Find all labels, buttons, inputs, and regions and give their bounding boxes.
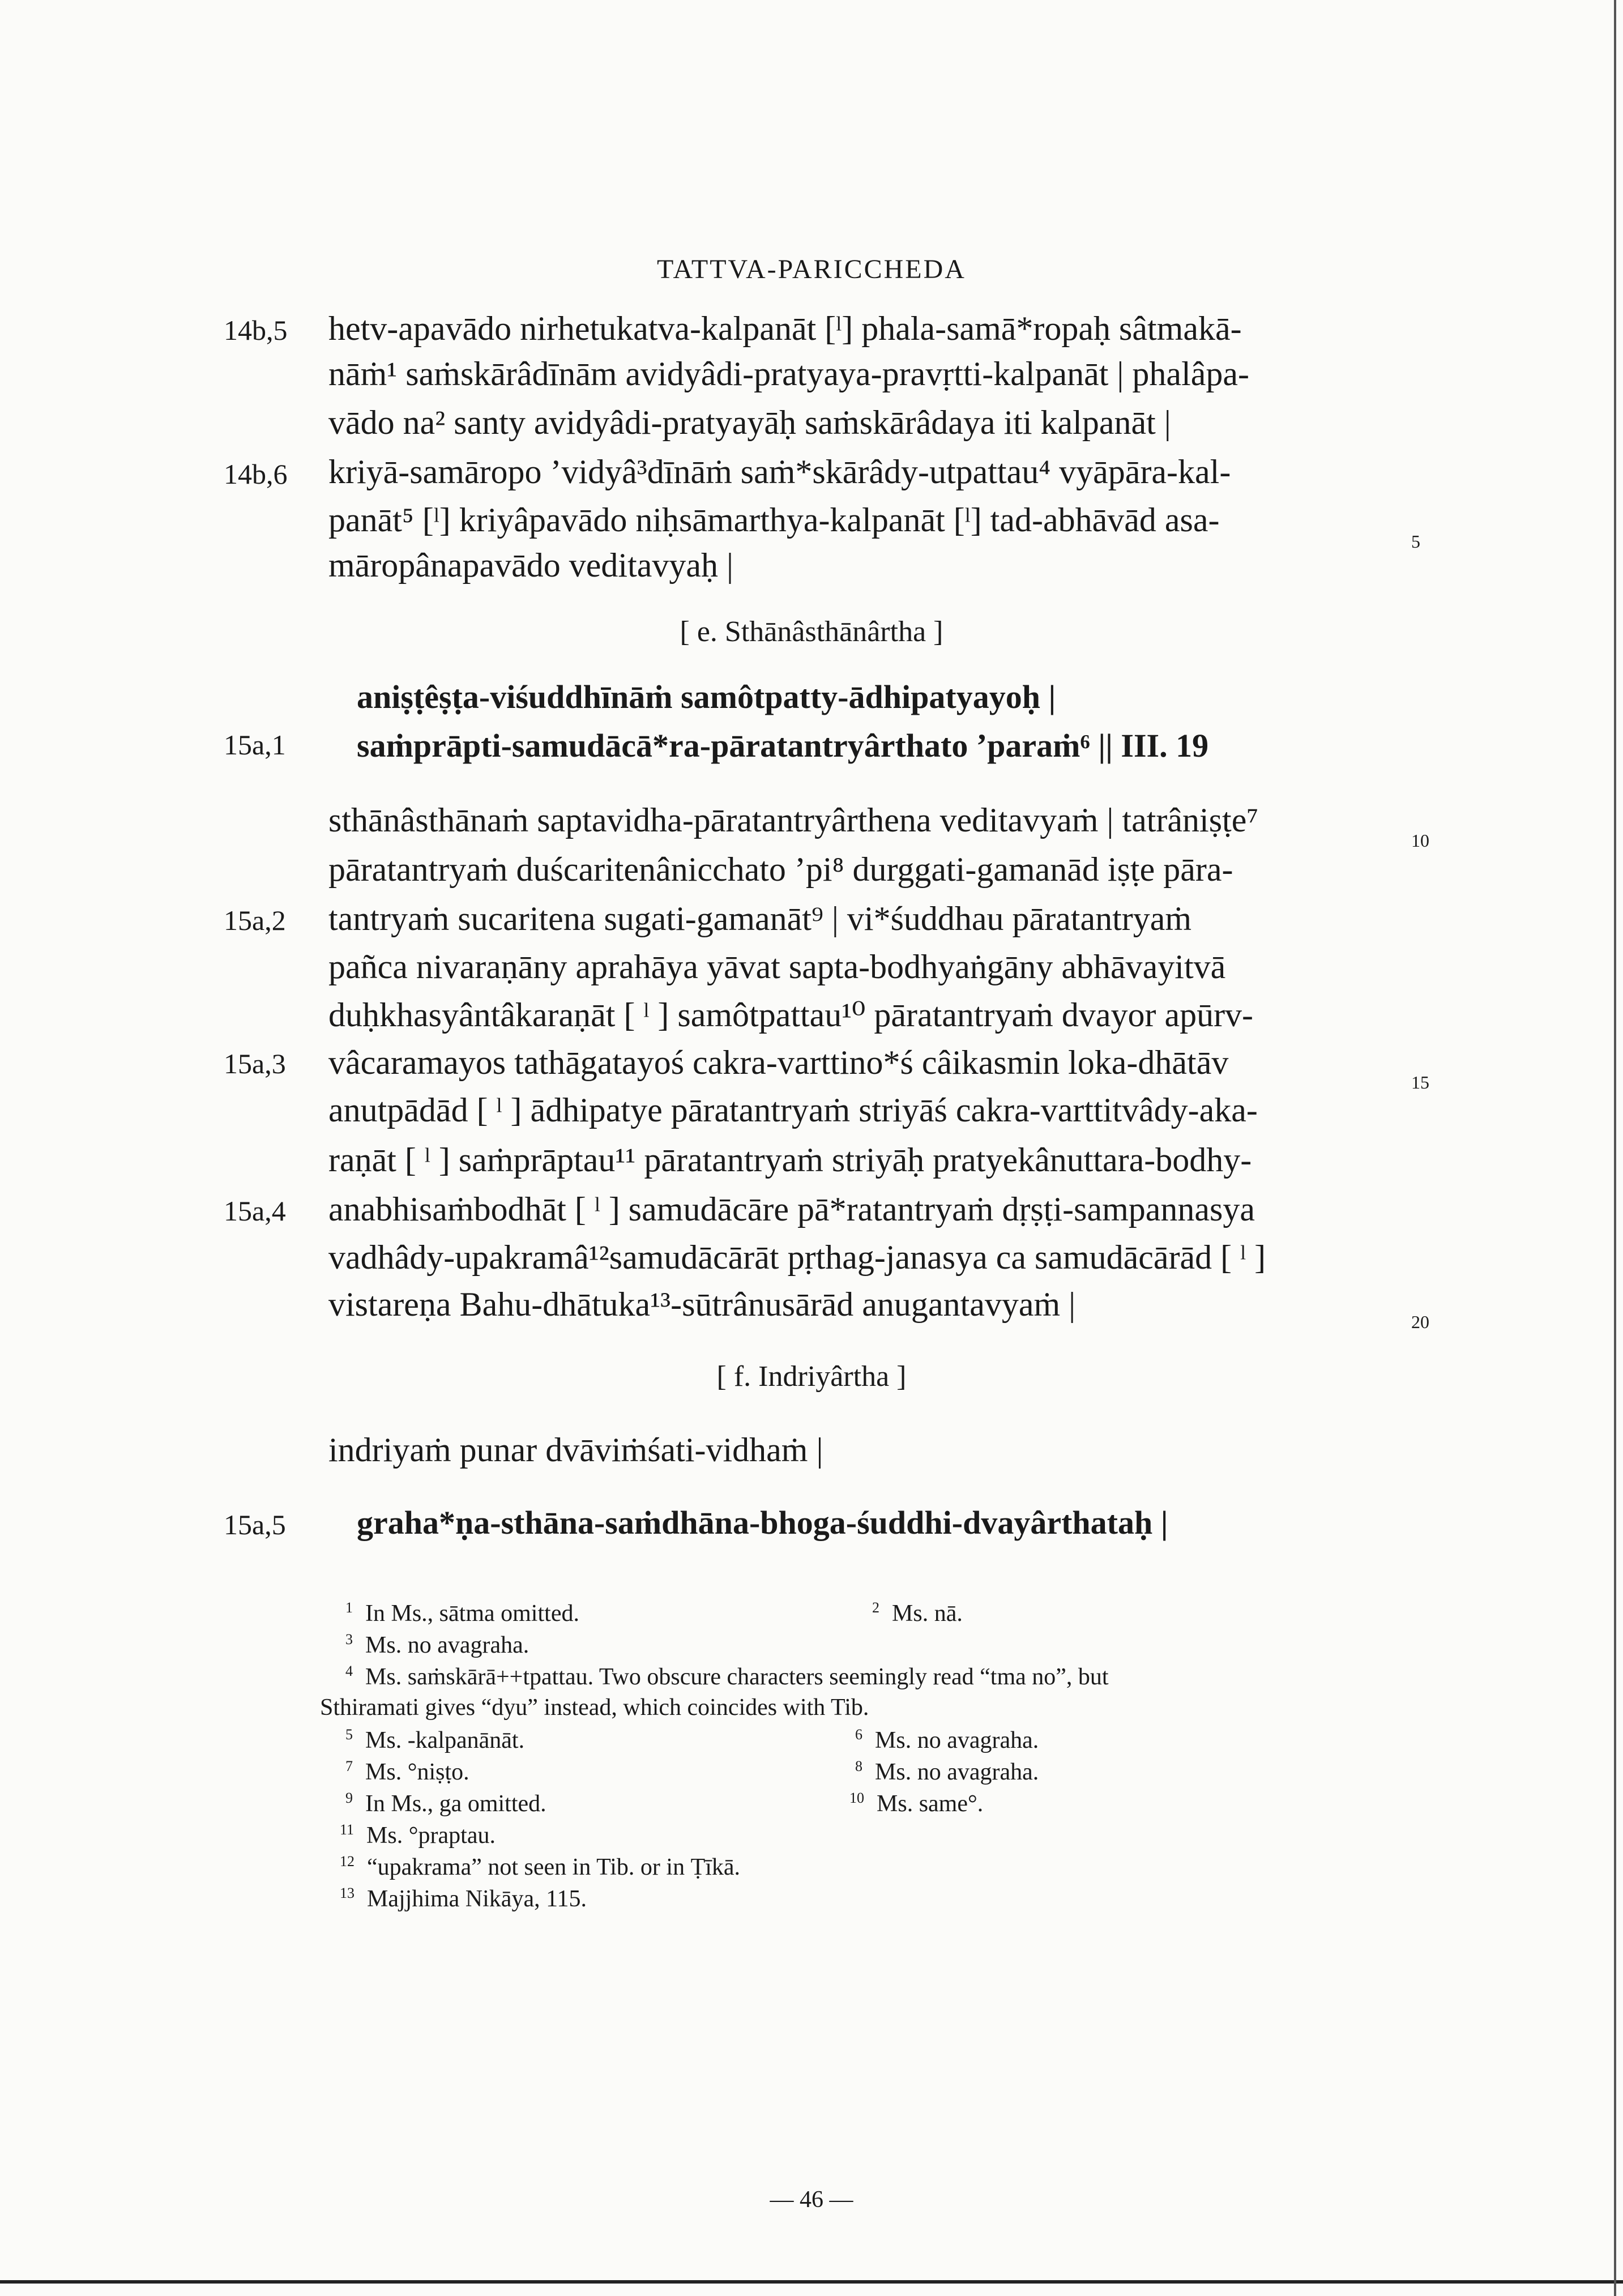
text-line: sthānâsthānaṁ saptavidha-pāratantryârthena veditavyaṁ | tatrâniṣṭe⁷ (328, 801, 1259, 839)
footnote: $^7$ Ms. °niṣṭo. (345, 1758, 469, 1785)
text-line: vadhâdy-upakramâ¹²samudācārāt pṛthag-janasya ca samudācārād [ ˡ ] (328, 1239, 1266, 1276)
footnote: $^3$ Ms. no avagraha. (345, 1631, 529, 1658)
text-line: raṇāt [ ˡ ] saṁprāptau¹¹ pāratantryaṁ striyāḥ pratyekânuttara-bodhy- (328, 1141, 1252, 1179)
text-line: indriyaṁ punar dvāviṁśati-vidhaṁ | (328, 1431, 823, 1469)
running-header: TATTVA-PARICCHEDA (657, 254, 966, 284)
line-number: 20 (1411, 1312, 1429, 1332)
footnote: $^{10}$ Ms. same°. (849, 1790, 984, 1817)
margin-ref: 15a,1 (224, 729, 286, 761)
line-number: 15 (1411, 1072, 1429, 1092)
verse-line: graha*ṇa-sthāna-saṁdhāna-bhoga-śuddhi-dvayârthataḥ | (357, 1504, 1168, 1541)
text-line: kriyā-samāropo ’vidyâ³dīnāṁ saṁ*skārâdy-utpattau⁴ vyāpāra-kal- (328, 453, 1231, 490)
text-line: māropânapavādo veditavyaḥ | (328, 547, 734, 584)
footnote: $^6$ Ms. no avagraha. (855, 1726, 1039, 1753)
margin-ref: 15a,4 (224, 1195, 286, 1227)
footnote-continuation: Sthiramati gives “dyu” instead, which coincides with Tib. (320, 1695, 869, 1721)
margin-ref: 14b,6 (224, 458, 288, 490)
text-line: pāratantryaṁ duścaritenânicchato ’pi⁸ durggati-gamanād iṣṭe pāra- (328, 851, 1233, 888)
text-line: anabhisaṁbodhāt [ ˡ ] samudācāre pā*ratantryaṁ dṛṣṭi-sampannasya (328, 1190, 1255, 1228)
text-line: vādo na² santy avidyâdi-pratyayāḥ saṁskārâdaya iti kalpanāt | (328, 404, 1171, 441)
footnote: $^2$ Ms. nā. (872, 1599, 963, 1627)
section-heading-f: [ f. Indriyârtha ] (716, 1360, 907, 1393)
line-number: 10 (1411, 830, 1429, 851)
footnote: $^9$ In Ms., ga omitted. (345, 1790, 546, 1817)
scan-bottom-edge (0, 2280, 1623, 2284)
text-line: nāṁ¹ saṁskārâdīnām avidyâdi-pratyaya-pravṛtti-kalpanāt | phalâpa- (328, 355, 1249, 392)
text-line: duḥkhasyântâkaraṇāt [ ˡ ] samôtpattau¹⁰ pāratantryaṁ dvayor apūrv- (328, 996, 1254, 1034)
margin-ref: 15a,5 (224, 1509, 286, 1540)
text-line: vistareṇa Bahu-dhātuka¹³-sūtrânusārād anugantavyaṁ | (328, 1286, 1076, 1323)
text-line: anutpādād [ ˡ ] ādhipatye pāratantryaṁ striyāś cakra-varttitvâdy-aka- (328, 1091, 1258, 1129)
margin-ref: 14b,5 (224, 314, 288, 346)
margin-ref: 15a,2 (224, 904, 286, 936)
text-line: panāt⁵ [ˡ] kriyâpavādo niḥsāmarthya-kalpanāt [ˡ] tad-abhāvād asa- (328, 501, 1220, 539)
footnote: $^{11}$ Ms. °praptau. (340, 1821, 496, 1849)
footnote: $^{12}$ “upakrama” not seen in Tib. or in Ṭīkā. (340, 1853, 741, 1880)
line-number: 5 (1411, 531, 1420, 552)
page-number: — 46 — (770, 2187, 853, 2213)
verse-line: saṁprāpti-samudācā*ra-pāratantryârthato ’paraṁ⁶ || III. 19 (357, 727, 1209, 764)
footnote: $^5$ Ms. -kalpanānāt. (345, 1726, 525, 1753)
section-heading-e: [ e. Sthānâsthānârtha ] (680, 616, 943, 648)
text-line: hetv-apavādo nirhetukatva-kalpanāt [ˡ] phala-samā*ropaḥ sâtmakā- (328, 310, 1242, 347)
footnote: $^4$ Ms. saṁskārā++tpattau. Two obscure characters seemingly read “tma no”, but (345, 1663, 1109, 1690)
text-line: tantryaṁ sucaritena sugati-gamanāt⁹ | vi*śuddhau pāratantryaṁ (328, 900, 1192, 937)
text-line: vâcaramayos tathāgatayoś cakra-varttino*ś câikasmin loka-dhātāv (328, 1044, 1229, 1081)
scan-right-edge (1614, 0, 1616, 2296)
footnote: $^{13}$ Majjhima Nikāya, 115. (340, 1885, 587, 1912)
text-line: pañca nivaraṇāny aprahāya yāvat sapta-bodhyaṅgāny abhāvayitvā (328, 948, 1226, 985)
margin-ref: 15a,3 (224, 1048, 286, 1079)
footnote: $^8$ Ms. no avagraha. (855, 1758, 1039, 1785)
verse-line: aniṣṭêṣṭa-viśuddhīnāṁ samôtpatty-ādhipatyayoḥ | (357, 678, 1056, 715)
footnote: $^1$ In Ms., sātma omitted. (345, 1599, 579, 1627)
